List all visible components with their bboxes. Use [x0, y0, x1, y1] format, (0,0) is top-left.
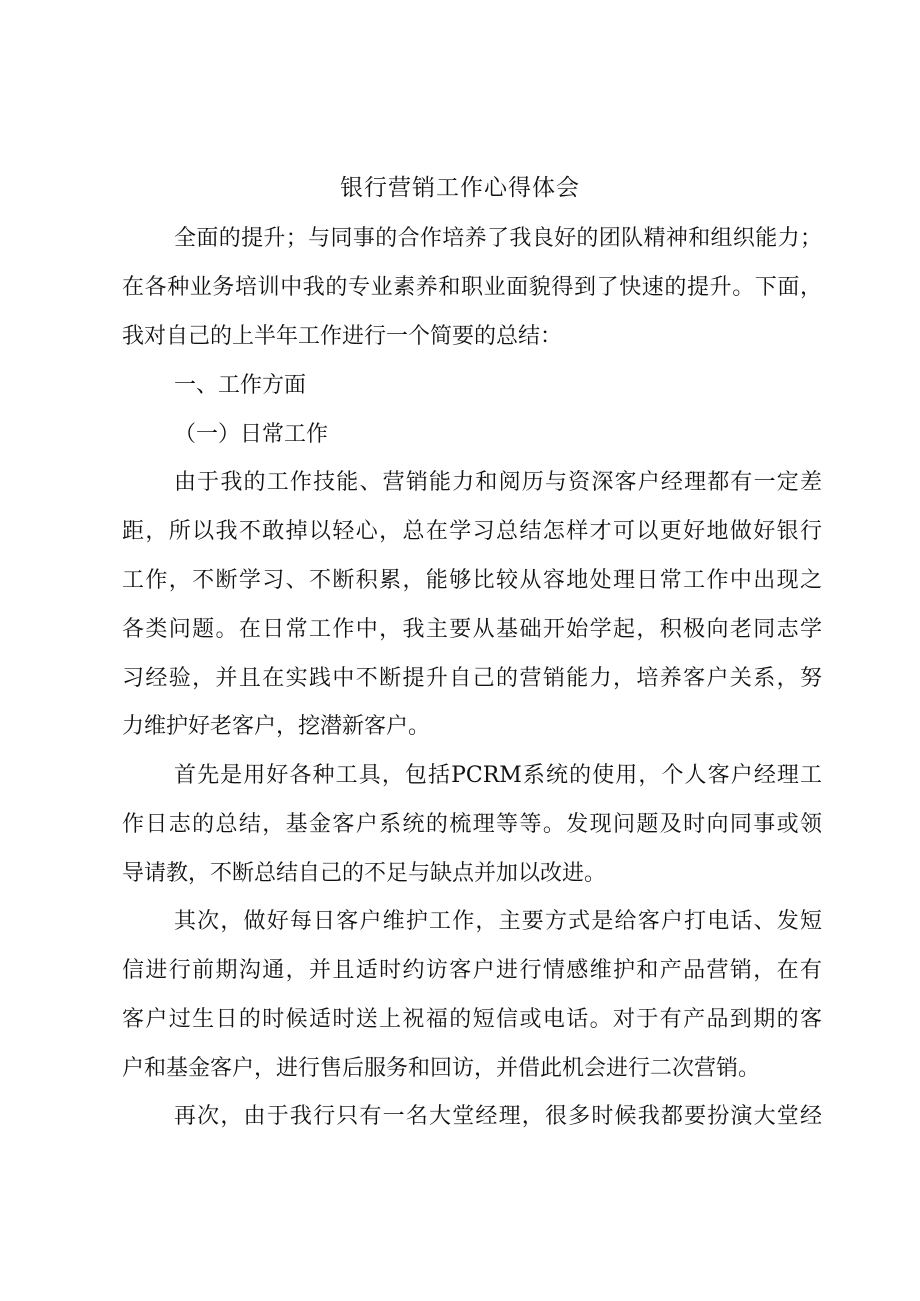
paragraph-line: 导请教，不断总结自己的不足与缺点并加以改进。 — [122, 861, 607, 886]
paragraph-line: 距，所以我不敢掉以轻心，总在学习总结怎样才可以更好地做好银行 — [122, 519, 822, 544]
section-heading: 一、工作方面 — [174, 373, 307, 398]
paragraph-line: 习经验，并且在实践中不断提升自己的营销能力，培养客户关系，努 — [122, 666, 822, 691]
paragraph-line: 再次，由于我行只有一名大堂经理，很多时候我都要扮演大堂经 — [174, 1104, 822, 1129]
paragraph-line: 信进行前期沟通，并且适时约访客户进行情感维护和产品营销，在有 — [122, 958, 822, 983]
paragraph-line: 其次，做好每日客户维护工作，主要方式是给客户打电话、发短 — [174, 909, 822, 934]
paragraph-line: 作日志的总结，基金客户系统的梳理等等。发现问题及时向同事或领 — [122, 812, 822, 837]
paragraph-line: 各类问题。在日常工作中，我主要从基础开始学起，积极向老同志学 — [122, 617, 822, 642]
paragraph-line: 由于我的工作技能、营销能力和阅历与资深客户经理都有一定差 — [174, 470, 822, 495]
paragraph-line: 力维护好老客户，挖潜新客户。 — [122, 714, 431, 739]
paragraph-line: 全面的提升；与同事的合作培养了我良好的团队精神和组织能力； — [174, 226, 822, 251]
paragraph-line: 客户过生日的时候适时送上祝福的短信或电话。对于有产品到期的客 — [122, 1007, 822, 1032]
document-title: 银行营销工作心得体会 — [340, 175, 580, 201]
paragraph-line: 工作，不断学习、不断积累，能够比较从容地处理日常工作中出现之 — [122, 568, 822, 593]
paragraph-line: 首先是用好各种工具，包括PCRM系统的使用，个人客户经理工 — [174, 763, 822, 788]
paragraph-line: 在各种业务培训中我的专业素养和职业面貌得到了快速的提升。下面， — [122, 275, 822, 300]
paragraph-line: 我对自己的上半年工作进行一个简要的总结： — [122, 324, 563, 349]
subsection-heading: （一）日常工作 — [174, 422, 329, 447]
paragraph-line: 户和基金客户，进行售后服务和回访，并借此机会进行二次营销。 — [122, 1056, 761, 1081]
